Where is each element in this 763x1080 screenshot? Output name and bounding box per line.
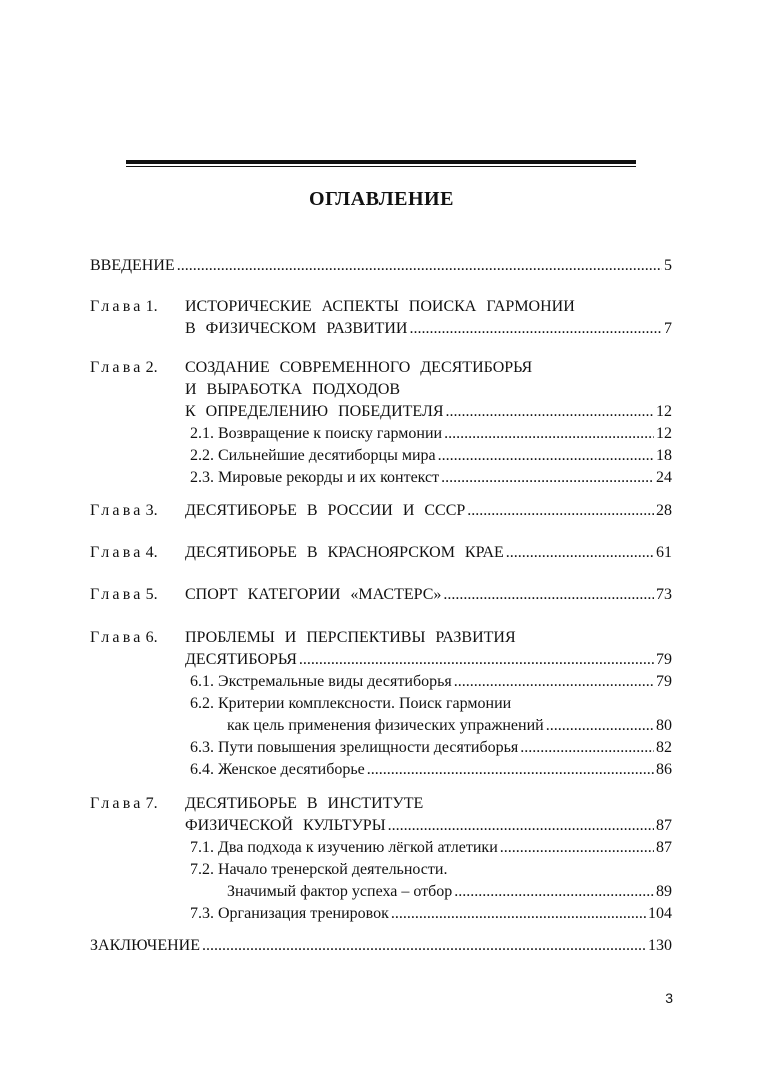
toc-section-leader-dots [391, 903, 646, 925]
toc-chapter-3-text: ДЕСЯТИБОРЬЕ В РОССИИ И СССР [185, 502, 466, 519]
toc-chapter-5-page: 73 [656, 586, 672, 603]
toc-section-page: 104 [648, 905, 672, 922]
toc-section [190, 671, 672, 693]
toc-section [190, 423, 672, 445]
toc-chapter-2 [185, 401, 672, 423]
chapter-label [90, 500, 158, 522]
toc-chapter-1-leader-dots [409, 318, 662, 340]
toc-section-page: 80 [656, 717, 672, 734]
toc-section-page: 86 [656, 761, 672, 778]
chapter-label [90, 584, 158, 606]
toc-conclusion-leader-dots [202, 935, 646, 957]
chapter-word: Глава [90, 629, 144, 646]
chapter-number: 5. [145, 586, 158, 603]
chapter-label [90, 542, 158, 564]
toc-chapter-2-title-line: И ВЫРАБОТКА ПОДХОДОВ [185, 381, 401, 398]
toc-section-leader-dots [441, 467, 654, 489]
chapter-number: 2. [145, 359, 158, 376]
toc-section-text: 6.3. Пути повышения зрелищности десятиборья [190, 739, 519, 756]
chapter-number: 6. [145, 629, 158, 646]
toc-section-text: 6.1. Экстремальные виды десятиборья [190, 673, 452, 690]
toc-introduction-page: 5 [664, 257, 672, 274]
toc-chapter-1 [185, 318, 672, 340]
toc-section-leader-dots [438, 445, 654, 467]
toc-section [190, 759, 672, 781]
toc-chapter-2-text: К ОПРЕДЕЛЕНИЮ ПОБЕДИТЕЛЯ [185, 403, 444, 420]
toc-chapter-7 [185, 815, 672, 837]
toc-section-page: 24 [656, 469, 672, 486]
page-number: 3 [665, 990, 673, 1006]
toc-chapter-1-page: 7 [664, 320, 672, 337]
toc-chapter-2-page: 12 [656, 403, 672, 420]
chapter-word: Глава [90, 359, 144, 376]
toc-chapter-6 [185, 649, 672, 671]
toc-introduction-leader-dots [177, 255, 662, 277]
toc-section-title: 7.2. Начало тренерской деятельности. [190, 861, 448, 878]
chapter-label [90, 296, 158, 318]
toc-chapter-7-page: 87 [656, 817, 672, 834]
toc-chapter-5-text: СПОРТ КАТЕГОРИИ «МАСТЕРС» [185, 586, 442, 603]
toc-introduction-text: ВВЕДЕНИЕ [90, 257, 175, 274]
toc-chapter-4-leader-dots [506, 542, 654, 564]
chapter-word: Глава [90, 544, 144, 561]
toc-chapter-3-leader-dots [467, 500, 654, 522]
toc-chapter-6-leader-dots [299, 649, 654, 671]
toc-chapter-1-text: В ФИЗИЧЕСКОМ РАЗВИТИИ [185, 320, 408, 337]
page-title: ОГЛАВЛЕНИЕ [309, 188, 454, 210]
toc-section-page: 79 [656, 673, 672, 690]
toc-section [227, 715, 672, 737]
toc-section-text: Значимый фактор успеха – отбор [227, 883, 453, 900]
toc-chapter-7-leader-dots [388, 815, 654, 837]
toc-chapter-7-text: ФИЗИЧЕСКОЙ КУЛЬТУРЫ [185, 817, 386, 834]
toc-section-leader-dots [367, 759, 654, 781]
top-rule-thin [126, 166, 636, 167]
toc-chapter-7-title-line: ДЕСЯТИБОРЬЕ В ИНСТИТУТЕ [185, 795, 424, 812]
toc-chapter-6-title-line: ПРОБЛЕМЫ И ПЕРСПЕКТИВЫ РАЗВИТИЯ [185, 629, 516, 646]
toc-chapter-6-text: ДЕСЯТИБОРЬЯ [185, 651, 297, 668]
chapter-label [90, 793, 158, 815]
toc-section-text: 2.2. Сильнейшие десятиборцы мира [190, 447, 436, 464]
chapter-number: 1. [145, 298, 158, 315]
toc-section-leader-dots [454, 881, 654, 903]
toc-chapter-2-title-line: СОЗДАНИЕ СОВРЕМЕННОГО ДЕСЯТИБОРЬЯ [185, 359, 533, 376]
top-rule-thick [126, 160, 636, 164]
toc-chapter-2-leader-dots [446, 401, 654, 423]
chapter-word: Глава [90, 298, 144, 315]
toc-section [190, 903, 672, 925]
toc-conclusion-page: 130 [648, 937, 672, 954]
toc-section-leader-dots [454, 671, 654, 693]
chapter-word: Глава [90, 795, 144, 812]
toc-section [190, 467, 672, 489]
toc-section-page: 89 [656, 883, 672, 900]
toc-chapter-6-page: 79 [656, 651, 672, 668]
toc-section-page: 18 [656, 447, 672, 464]
chapter-number: 4. [145, 544, 158, 561]
toc-section [190, 737, 672, 759]
toc-section-leader-dots [520, 737, 654, 759]
toc-section [190, 445, 672, 467]
toc-chapter-4 [185, 542, 672, 564]
toc-section-page: 87 [656, 839, 672, 856]
toc-section-text: 2.3. Мировые рекорды и их контекст [190, 469, 440, 486]
toc-chapter-3-page: 28 [656, 502, 672, 519]
chapter-label [90, 627, 158, 649]
chapter-word: Глава [90, 586, 144, 603]
toc-conclusion [90, 935, 672, 957]
chapter-word: Глава [90, 502, 144, 519]
toc-section-leader-dots [500, 837, 654, 859]
toc-chapter-5-leader-dots [443, 584, 654, 606]
toc-chapter-3 [185, 500, 672, 522]
chapter-label [90, 357, 158, 379]
toc-section-title: 6.2. Критерии комплексности. Поиск гармонии [190, 695, 512, 712]
chapter-number: 3. [145, 502, 158, 519]
toc-section-text: 7.3. Организация тренировок [190, 905, 389, 922]
toc-conclusion-text: ЗАКЛЮЧЕНИЕ [90, 937, 200, 954]
toc-chapter-1-title-line: ИСТОРИЧЕСКИЕ АСПЕКТЫ ПОИСКА ГАРМОНИИ [185, 298, 575, 315]
toc-chapter-4-text: ДЕСЯТИБОРЬЕ В КРАСНОЯРСКОМ КРАЕ [185, 544, 504, 561]
toc-section-text: как цель применения физических упражнений [227, 717, 544, 734]
toc-chapter-5 [185, 584, 672, 606]
toc-section-text: 7.1. Два подхода к изучению лёгкой атлетики [190, 839, 498, 856]
toc-chapter-4-page: 61 [656, 544, 672, 561]
toc-section [190, 837, 672, 859]
chapter-number: 7. [145, 795, 158, 812]
toc-section-text: 6.4. Женское десятиборье [190, 761, 365, 778]
toc-section-page: 82 [656, 739, 672, 756]
toc-introduction [90, 255, 672, 277]
toc-section [227, 881, 672, 903]
toc-section-page: 12 [656, 425, 672, 442]
toc-section-leader-dots [546, 715, 654, 737]
toc-section-leader-dots [444, 423, 654, 445]
toc-section-text: 2.1. Возвращение к поиску гармонии [190, 425, 443, 442]
